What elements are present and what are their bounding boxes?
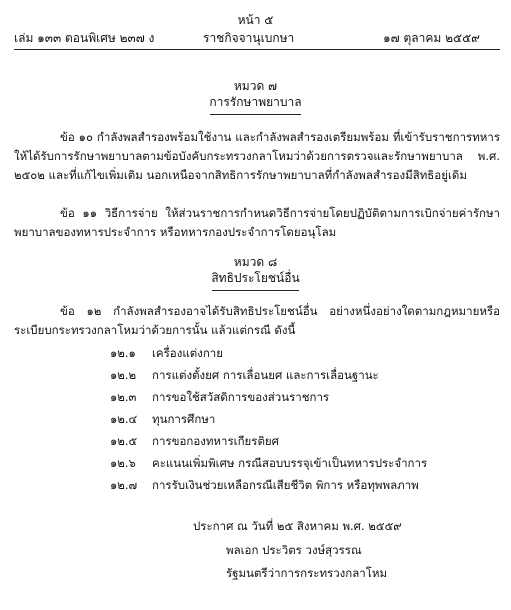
item-text: ทุนการศึกษา bbox=[152, 412, 216, 426]
item-text: การขอกองทหารเกียรติยศ bbox=[152, 434, 279, 448]
article-11 bbox=[14, 204, 500, 242]
page-number: หน้า ๕ bbox=[237, 13, 274, 27]
item-number: ๑๒.๗ bbox=[110, 478, 138, 492]
item-text: คะแนนเพิ่มพิเศษ กรณีสอบบรรจุเข้าเป็นทหารประจำการ bbox=[152, 456, 428, 470]
gazette-date: ๑๗ ตุลาคม ๒๕๕๙ bbox=[383, 31, 480, 45]
item-number: ๑๒.๑ bbox=[110, 346, 136, 360]
section-7-heading: หมวด ๗ bbox=[233, 79, 278, 93]
article-12 bbox=[14, 302, 500, 340]
announcement-date: ประกาศ ณ วันที่ ๒๕ สิงหาคม พ.ศ. ๒๕๕๙ bbox=[193, 519, 402, 533]
item-number: ๑๒.๖ bbox=[110, 456, 136, 470]
item-number: ๑๒.๔ bbox=[110, 412, 138, 426]
item-number: ๑๒.๕ bbox=[110, 434, 138, 448]
article-10 bbox=[14, 128, 500, 185]
header-rule bbox=[14, 49, 500, 50]
section-7-divider bbox=[210, 114, 301, 115]
item-number: ๑๒.๓ bbox=[110, 390, 137, 404]
article-12-text: ข้อ ๑๒ กำลังพลสำรองอาจได้รับสิทธิประโยชน์อื่น อย่างหนึ่งอย่างใดตามกฎหมายหรือระเบียบกระทรวงกลาโหมว่าด้วยการนั้น แล้วแต่กรณี ดังนี้ bbox=[14, 304, 500, 337]
article-10-text: ข้อ ๑๐ กำลังพลสำรองพร้อมใช้งาน และกำลังพลสำรองเตรียมพร้อม ที่เข้ารับราชการทหารให้ได้รับการรักษาพยาบาลตามข้อบังคับกระทรวงกลาโหมว่าด้วยการตรวจและรักษาพยาบาล พ.ศ. ๒๕๐๒ และที่แก้ไขเพิ่มเติม นอกเหนือจากสิทธิการรักษาพยาบาลที่กำลังพลสำรองมีสิทธิอยู่เดิม bbox=[14, 130, 500, 182]
section-8-title: สิทธิประโยชน์อื่น bbox=[211, 271, 300, 285]
item-text: เครื่องแต่งกาย bbox=[152, 346, 223, 360]
item-text: การแต่งตั้งยศ การเลื่อนยศ และการเลื่อนฐานะ bbox=[152, 368, 379, 382]
volume-info: เล่ม ๑๓๓ ตอนพิเศษ ๒๓๗ ง bbox=[14, 31, 155, 45]
section-8-divider bbox=[212, 290, 299, 291]
section-8-heading: หมวด ๘ bbox=[233, 255, 278, 269]
signatory-name: พลเอก ประวิตร วงษ์สุวรรณ bbox=[226, 543, 362, 557]
item-text: การขอใช้สวัสดิการของส่วนราชการ bbox=[152, 390, 330, 404]
signatory-position: รัฐมนตรีว่าการกระทรวงกลาโหม bbox=[226, 566, 388, 580]
gazette-name: ราชกิจจานุเบกษา bbox=[203, 31, 295, 45]
item-text: การรับเงินช่วยเหลือกรณีเสียชีวิต พิการ หรือทุพพลภาพ bbox=[152, 478, 419, 492]
section-7-title: การรักษาพยาบาล bbox=[209, 95, 302, 109]
article-11-text: ข้อ ๑๑ วิธีการจ่าย ให้ส่วนราชการกำหนดวิธีการจ่ายโดยปฏิบัติตามการเบิกจ่ายค่ารักษาพยาบาลของทหารประจำการ หรือทหารกองประจำการโดยอนุโลม bbox=[14, 206, 500, 239]
item-number: ๑๒.๒ bbox=[110, 368, 137, 382]
